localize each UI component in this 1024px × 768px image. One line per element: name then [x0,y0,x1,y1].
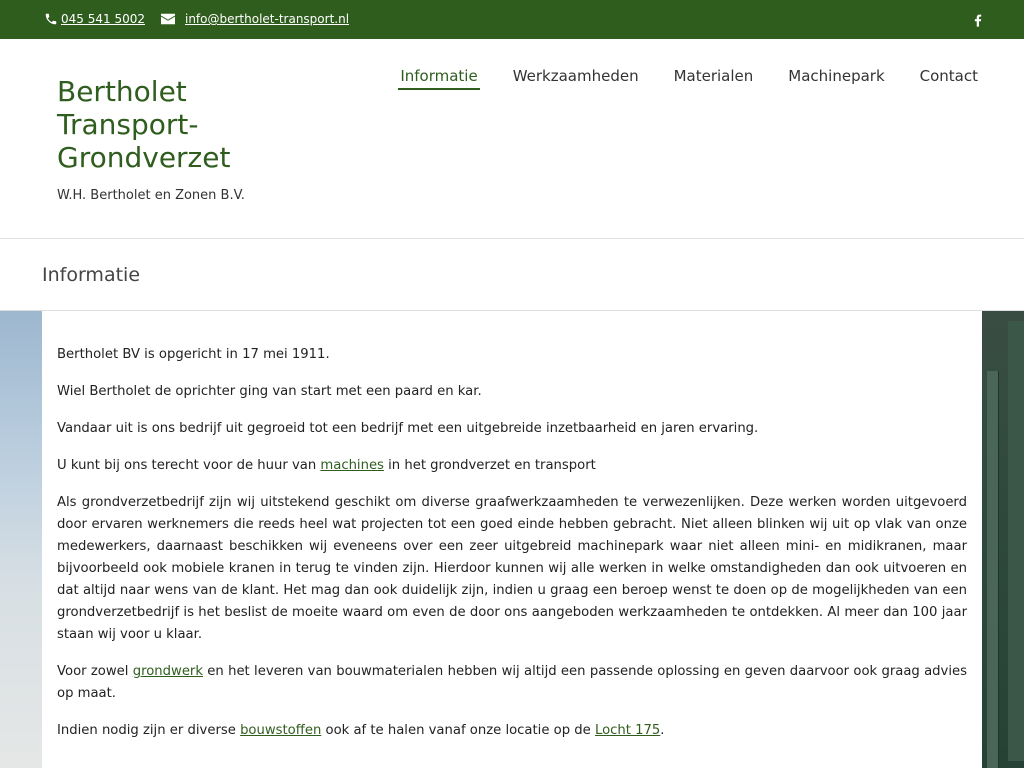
paragraph [57,661,967,705]
machines-link[interactable]: machines [320,458,384,473]
site-header [0,39,1024,239]
text: in het grondverzet en transport [383,458,596,473]
phone-icon [44,12,58,26]
nav-item-contact[interactable]: Contact [919,67,978,85]
site-title[interactable] [57,75,317,174]
background-image-left [0,311,42,768]
background-detail [1008,321,1024,761]
page-title-bar [0,239,1024,311]
nav-item-machinepark[interactable]: Machinepark [788,67,885,85]
text: . [660,723,665,738]
page-title: Informatie [42,264,141,286]
contact-info [44,12,349,26]
bouwstoffen-link[interactable]: bouwstoffen [240,723,322,738]
background-detail [987,371,999,768]
text: ook af te halen vanaf onze locatie op de [321,723,595,738]
main-content [42,311,982,768]
nav-item-materialen[interactable]: Materialen [673,67,754,85]
site-title-line: Grondverzet [57,141,231,174]
phone-link[interactable]: 045 541 5002 [61,12,145,26]
grondwerk-link[interactable]: grondwerk [132,664,203,679]
paragraph: Als grondverzetbedrijf zijn wij uitstekend geschikt om diverse graafwerkzaamheden te verwezenlijken. Deze werken worden uitgevoerd door ervaren werknemers die reeds heel wat projecten tot een goed einde hebben gebracht. Niet alleen blinken wij uit op vlak van onze medewerkers, daarnaast beschikken wij eveneens over een zeer uitgebreid machinepark waar niet alleen mini- en midikranen, maar bijvoorbeeld ook mobiele kranen in terug te vinden zijn. Hierdoor kunnen wij alle werken in welke omstandigheden dan ook uitvoeren en dat altijd naar wens van de klant. Het mag dan ook duidelijk zijn, indien u graag een beroep wenst te doen op de mogelijkheden van een grondverzetbedrijf is het beslist de moeite waard om even de door ons aangeboden werkzaamheden te ontdekken. Al meer dan 100 jaar staan wij voor u klaar. [57,495,967,642]
locht-175-link[interactable]: Locht 175 [594,723,661,738]
text: en het leveren van bouwmaterialen hebben wij altijd een passende oplossing en geven daarvoor ook graag advies op maat. [57,664,967,701]
text: Indien nodig zijn er diverse [57,723,241,738]
paragraph: Bertholet BV is opgericht in 17 mei 1911. [57,347,330,362]
brand [57,75,317,203]
email-wrap [161,12,349,26]
site-subtitle: W.H. Bertholet en Zonen B.V. [57,188,245,203]
site-title-line: Bertholet [57,75,187,108]
text: U kunt bij ons terecht voor de huur van [57,458,321,473]
email-link[interactable]: info@bertholet-transport.nl [184,12,350,26]
paragraph [57,455,967,477]
paragraph: Wiel Bertholet de oprichter ging van start met een paard en kar. [57,384,482,399]
top-contact-bar [0,0,1024,39]
paragraph [57,720,967,742]
nav-item-werkzaamheden[interactable]: Werkzaamheden [512,67,639,85]
background-image-right [982,311,1024,768]
paragraph: Vandaar uit is ons bedrijf uit gegroeid tot een bedrijf met een uitgebreide inzetbaarheid en jaren ervaring. [57,421,759,436]
text: Voor zowel [57,664,133,679]
mail-icon [161,12,177,26]
site-title-line: Transport- [57,108,199,141]
facebook-icon[interactable] [970,12,986,28]
nav-item-informatie[interactable]: Informatie [398,67,479,90]
main-nav [367,67,980,90]
